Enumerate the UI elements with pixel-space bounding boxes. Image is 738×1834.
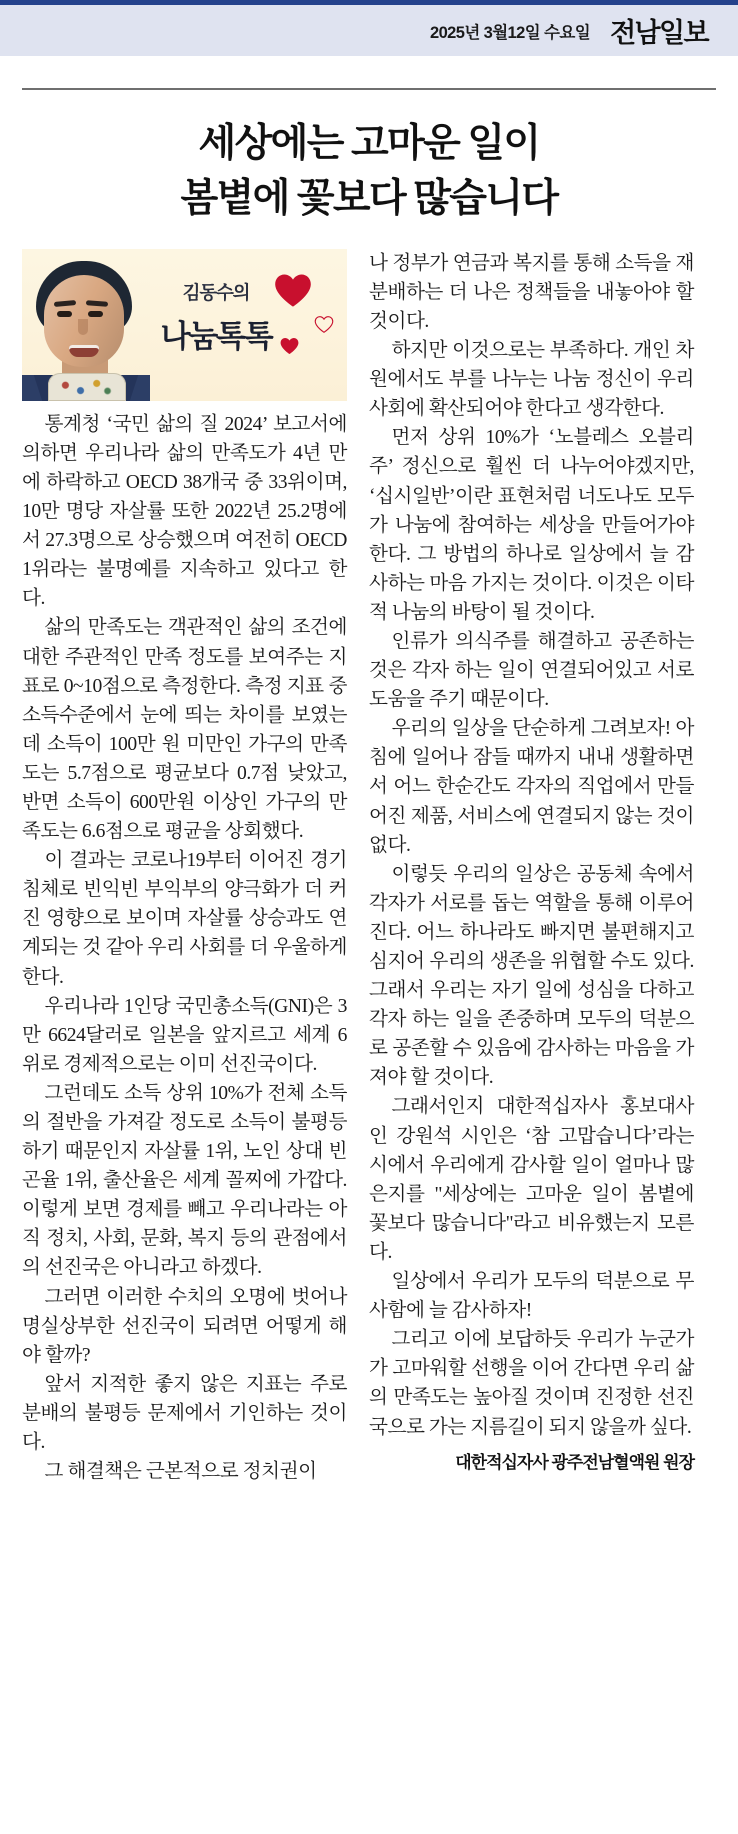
paragraph: 일상에서 우리가 모두의 덕분으로 무사함에 늘 감사하자!: [369, 1271, 694, 1322]
paragraph: 인류가 의식주를 해결하고 공존하는 것은 각자 하는 일이 연결되어있고 서로 도움을 주기 때문이다.: [369, 630, 694, 711]
paragraph: 하지만 이것으로는 부족하다. 개인 차원에서도 부를 나누는 나눔 정신이 우리 사회에 확산되어야 한다고 생각한다.: [369, 340, 694, 420]
paragraph: 이렇듯 우리의 일상은 공동체 속에서 각자가 서로를 돕는 역할을 통해 이루어진다. 어느 하나라도 빠지면 불편해지고 심지어 우리의 생존을 위협할 수도 있다. 그래서 우리는 자기 일에 성심을 다하고 각자 하는 일을 존중하며 모두의 덕분으로 공존할 수 있음에 감사하는 마음을 가져야 할 것이다.: [369, 863, 694, 1089]
author-affiliation-signature: 대한적십자사 광주전남혈액원 원장: [455, 1452, 694, 1472]
paragraph: 앞서 지적한 좋지 않은 지표는 주로 분배의 불평등 문제에서 기인하는 것이다.: [22, 1373, 347, 1454]
heart-filled-small-icon: [280, 337, 299, 355]
paragraph: 그리고 이에 보답하듯 우리가 누군가가 고마워할 선행을 이어 간다면 우리 삶의 만족도는 높아질 것이며 진정한 선진국으로 가는 지름길이 되지 않을까 싶다.: [369, 1329, 694, 1438]
article-columns: [22, 249, 716, 1779]
paragraph: 삶의 만족도는 객관적인 삶의 조건에 대한 주관적인 만족 정도를 보여주는 지표로 0~10점으로 측정한다. 측정 지표 중 소득수준에서 눈에 띄는 차이를 보였는데 소득이 100만 원 미만인 가구의 만족도는 5.7점으로 평균보다 0.7점 낮았고, 반면 소득이 600만원 이상인 가구의 만족도는 6.6점으로 평균을 상회했다.: [22, 617, 347, 843]
right-column: [369, 249, 694, 1779]
headline-line-1: 세상에는 고마운 일이: [198, 122, 540, 165]
column-branding-banner: [22, 249, 347, 401]
newspaper-title: 전남일보: [610, 18, 708, 48]
column-brand-text: [154, 279, 278, 356]
heart-filled-large-icon: [274, 273, 312, 308]
paragraph: 그런데도 소득 상위 10%가 전체 소득의 절반을 가져갈 정도로 소득이 불평등하기 때문인지 자살률 1위, 노인 상대 빈곤율 1위, 출산율은 세계 꼴찌에 가깝다. 이렇게 보면 경제를 빼고 우리나라는 아직 정치, 사회, 문화, 복지 등의 관점에서의 선진국은 아니라고 하겠다.: [22, 1082, 347, 1279]
column-author-name: 김동수의: [182, 281, 250, 303]
article-page: [0, 88, 738, 1834]
paragraph: 이 결과는 코로나19부터 이어진 경기침체로 빈익빈 부익부의 양극화가 더 커진 영향으로 보이며 자살률 상승과도 연계되는 것 같아 우리 사회를 더 우울하게 한다.: [22, 850, 347, 988]
paragraph: 우리의 일상을 단순하게 그려보자! 아침에 일어나 잠들 때까지 내내 생활하면서 어느 한순간도 각자의 직업에서 만들어진 제품, 서비스에 연결되지 않는 것이 없다.: [369, 718, 694, 856]
headline-line-2: 봄볕에 꽃보다 많습니다: [180, 177, 558, 221]
heart-outline-icon: [314, 315, 334, 334]
article-headline: [22, 90, 716, 249]
column-title: 나눔톡톡: [160, 318, 272, 354]
publication-date: 2025년 3월12일 수요일: [430, 23, 591, 42]
masthead: [0, 0, 738, 56]
paragraph: 먼저 상위 10%가 ‘노블레스 오블리주’ 정신으로 훨씬 더 나누어야겠지만, ‘십시일반’이란 표현처럼 너도나도 모두가 나눔에 참여하는 세상을 만들어가야 한다. 그 방법의 하나로 일상에서 늘 감사하는 마음 가지는 것이다. 이것은 이타적 나눔의 바탕이 될 것이다.: [369, 427, 694, 623]
paragraph: 통계청 ‘국민 삶의 질 2024’ 보고서에 의하면 우리나라 삶의 만족도가 4년 만에 하락하고 OECD 38개국 중 33위이며, 10만 명당 자살률 또한 2022년 25.2명에서 27.3명으로 상승했으며 여전히 OECD 1위라는 불명예를 지속하고 있다고 한다.: [22, 413, 347, 610]
author-portrait: [22, 249, 150, 401]
paragraph: 우리나라 1인당 국민총소득(GNI)은 3만 6624달러로 일본을 앞지르고 세계 6위로 경제적으로는 이미 선진국이다.: [22, 995, 347, 1075]
paragraph: 나 정부가 연금과 복지를 통해 소득을 재분배하는 더 나은 정책들을 내놓아야 할 것이다.: [369, 252, 694, 332]
paragraph: 그래서인지 대한적십자사 홍보대사인 강원석 시인은 ‘참 고맙습니다’라는 시에서 우리에게 감사할 일이 얼마나 많은지를 "세상에는 고마운 일이 봄볕에 꽃보다 많습니다"라고 비유했는지 모른다.: [369, 1096, 694, 1263]
paragraph: 그 해결책은 근본적으로 정치권이: [44, 1461, 317, 1483]
paragraph: 그러면 이러한 수치의 오명에 벗어나 명실상부한 선진국이 되려면 어떻게 해야 할까?: [22, 1286, 347, 1366]
left-column: [22, 249, 347, 1779]
